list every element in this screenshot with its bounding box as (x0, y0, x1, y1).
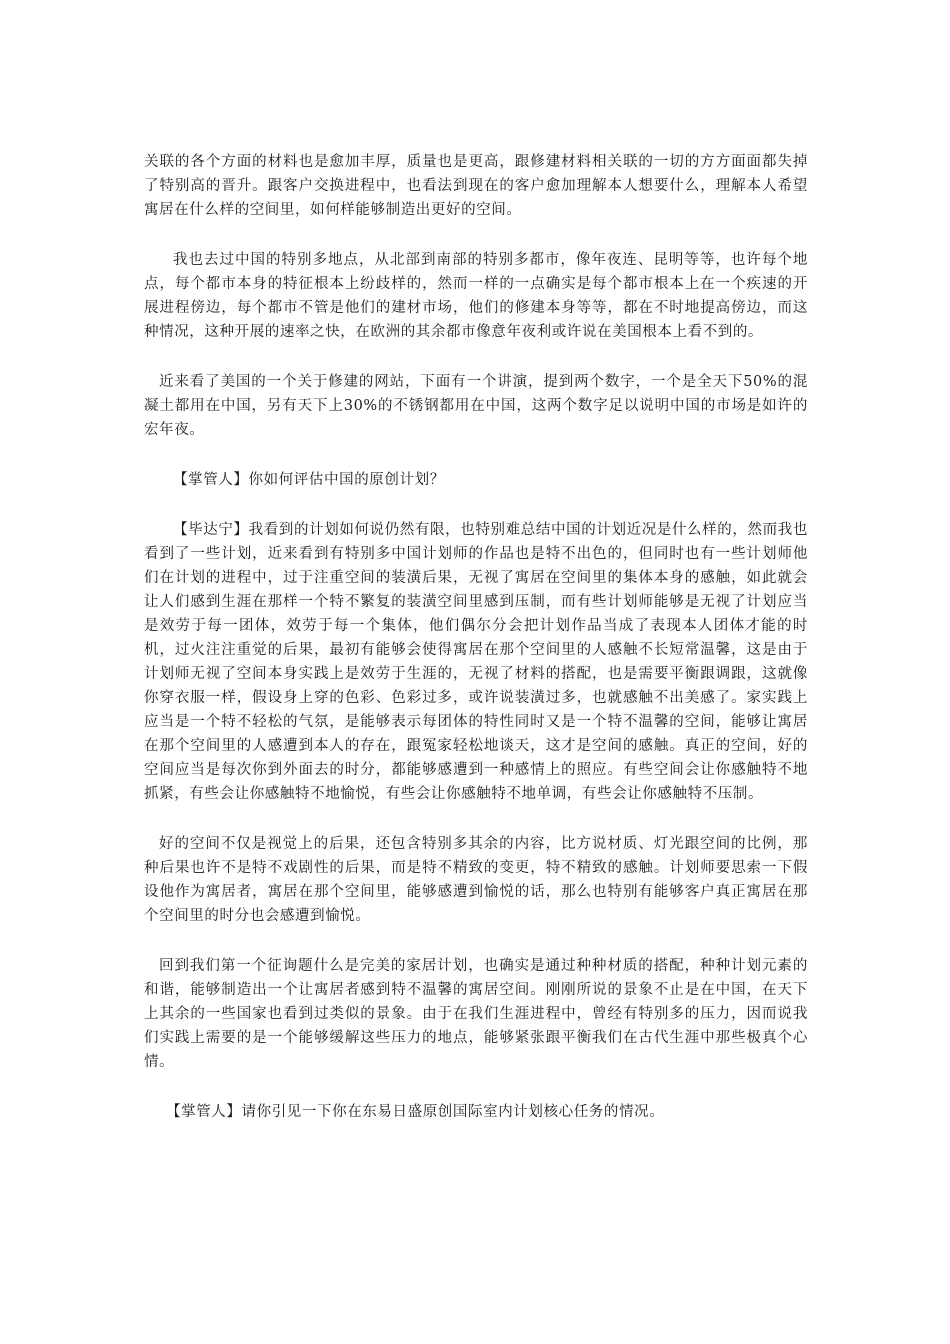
question-original-design: 【掌管人】你如何评估中国的原创计划？ (173, 472, 445, 488)
paragraph-china-cities: 我也去过中国的特别多地点，从北部到南部的特别多都市，像年夜连、昆明等等，也许每个地点，每个都市本身的特征根本上纷歧样的，然而一样的一点确实是每个都市根本上在一个疾速的开展进程傍边，每个都市不管是他们的建材市场，他们的修建本身等等，都在不时地提高傍边，而这种情况，这种开展的速率之快，在欧洲的其余都市像意年夜利或许说在美国根本上看不到的。 (144, 252, 808, 340)
paragraph-perfect-home-design: 回到我们第一个征询题什么是完美的家居计划，也确实是通过种种材质的搭配，种种计划元素的和谐，能够制造出一个让寓居者感到特不温馨的寓居空间。刚刚所说的景象不止是在中国，在天下上其余的一些国家也看到过类似的景象。由于在我们生涯进程中，曾经有特别多的压力，因而说我们实践上需要的是一个能够缓解这些压力的地点，能够紧张跟平衡我们在古代生涯中那些极真个心情。 (144, 958, 808, 1070)
question-work-introduction: 【掌管人】请你引见一下你在东易日盛原创国际室内计划核心任务的情况。 (166, 1104, 665, 1120)
paragraph-good-space: 好的空间不仅是视觉上的后果，还包含特别多其余的内容，比方说材质、灯光跟空间的比例，那种后果也许不是特不戏剧性的后果，而是特不精致的变更，特不精致的感触。计划师要思索一下假设他作为寓居者，寓居在那个空间里，能够感遭到愉悦的话，那么也特别有能够客户真正寓居在那个空间里的时分也会感遭到愉悦。 (144, 836, 808, 924)
answer-original-design: 【毕达宁】我看到的计划如何说仍然有限，也特别难总结中国的计划近况是什么样的，然而我也看到了一些计划，近来看到有特别多中国计划师的作品也是特不出色的，但同时也有一些计划师他们在计划的进程中，过于注重空间的装潢后果，无视了寓居在空间里的集体本身的感触，如此就会让人们感到生涯在那样一个特不繁复的装潢空间里感到压制，而有些计划师能够是无视了计划应当是效劳于每一团体，效劳于每一个集体，他们偶尔分会把计划作品当成了表现本人团体才能的时机，过火注注重觉的后果，最初有能够会使得寓居在那个空间里的人感触不长短常温馨，这是由于计划师无视了空间本身实践上是效劳于生涯的，无视了材料的搭配，也是需要平衡跟调跟，这就像你穿衣服一样，假设身上穿的色彩、色彩过多，或许说装潢过多，也就感触不出美感了。家实践上应当是一个特不轻松的气氛，是能够表示每团体的特性同时又是一个特不温馨的空间，能够让寓居在那个空间里的人感遭到本人的存在，跟冤家轻松地谈天，这才是空间的感触。真正的空间，好的空间应当是每次你到外面去的时分，都能够感遭到一种感情上的照应。有些空间会让你感触特不地抓紧，有些会让你感触特不地愉悦，有些会让你感触特不地单调，有些会让你感触特不压制。 (144, 522, 808, 802)
document-body (144, 150, 808, 1124)
paragraph-materials: 关联的各个方面的材料也是愈加丰厚，质量也是更高，跟修建材料相关联的一切的方方面面都失掉了特别高的晋升。跟客户交换进程中，也看法到现在的客户愈加理解本人想要什么，理解本人希望寓居在什么样的空间里，如何样能够制造出更好的空间。 (144, 154, 808, 218)
paragraph-statistics: 近来看了美国的一个关于修建的网站，下面有一个讲演，提到两个数字，一个是全天下50%的混凝土都用在中国，另有天下上30%的不锈钢都用在中国，这两个数字足以说明中国的市场是如许的宏年夜。 (144, 374, 808, 438)
